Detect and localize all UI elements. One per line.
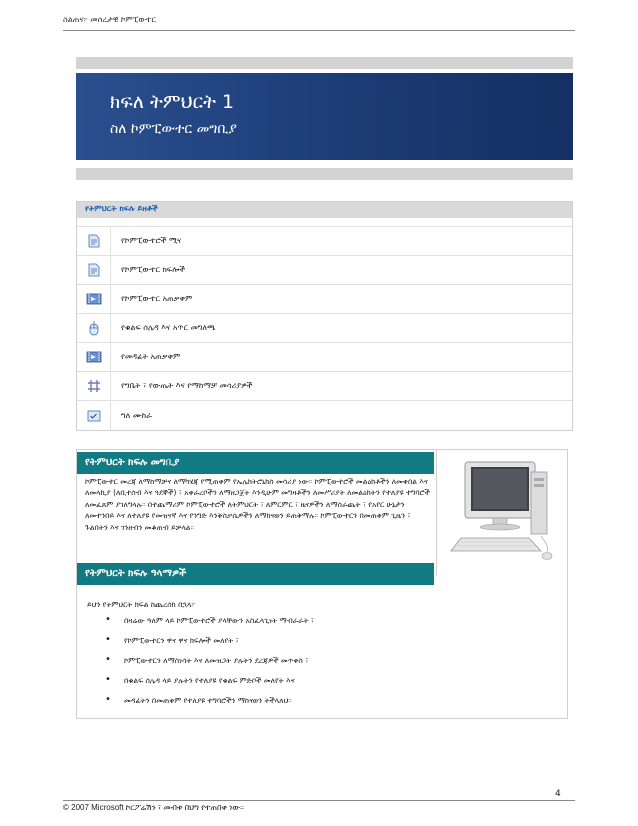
- contents-label: የቁልፍ ሰሌዳ እና አጥር መግለጫ: [121, 323, 216, 332]
- contents-row[interactable]: [77, 401, 572, 430]
- list-item: • የኮምፒውተርን ዋና ዋና ክፍሎች መለየት ፣: [105, 634, 239, 645]
- contents-label: ግለ ሙከራ: [121, 410, 152, 420]
- contents-row[interactable]: [77, 343, 572, 372]
- bullet-icon: •: [105, 654, 111, 665]
- lesson-contents-table: [76, 201, 573, 431]
- document-icon: [77, 256, 111, 284]
- contents-row[interactable]: [77, 372, 572, 401]
- contents-row[interactable]: [77, 314, 572, 343]
- copyright-footer: © 2007 Microsoft ኮርፖሬሽን ፣ መብቱ በህግ የተጠበቀ ነው።: [63, 803, 244, 812]
- objectives-heading: የትምህርት ክፍሉ ዓላማዎች: [77, 563, 434, 585]
- bullet-icon: •: [105, 674, 111, 685]
- list-item: • ኮምፒውተርን ለማስነሳት እና ለመዝጋት ያሉትን ደረጃዎች መጥቀስ ፣: [105, 654, 309, 665]
- header-rule: [63, 30, 575, 31]
- list-item: • መዳፊትን በመጠቀም የተለያዩ ተግባሮችን ማከናወን ትችላለህ።: [105, 694, 292, 705]
- bottom-grey-band: [76, 168, 573, 180]
- bullet-icon: •: [105, 614, 111, 625]
- contents-label: የኮምፒውተሮች ሚና: [121, 236, 182, 245]
- video-icon: [77, 285, 111, 313]
- contents-label: የኮምፒውተር አጠቃቀም: [121, 294, 193, 303]
- contents-heading: የትምህርት ክፍሉ ይዘቶች: [77, 202, 572, 218]
- bullet-icon: •: [105, 634, 111, 645]
- footer-rule: [63, 800, 575, 801]
- contents-label: የኮምፒውተር ክፍሎች: [121, 265, 185, 274]
- network-icon: [77, 372, 111, 400]
- lesson-overview-box: [76, 449, 568, 719]
- lesson-banner: [76, 73, 573, 160]
- introduction-heading: የትምህርት ክፍሉ መግቢያ: [77, 452, 434, 474]
- contents-row[interactable]: [77, 256, 572, 285]
- video-icon: [77, 343, 111, 371]
- lesson-title: ክፍለ ትምህርት 1: [110, 91, 235, 113]
- objectives-intro: ይህን የትምህርት ክፍል ከጨረሰክ በኋላ፦: [87, 600, 196, 609]
- mouse-icon: [77, 314, 111, 342]
- top-grey-band: [76, 57, 573, 69]
- list-item: • በዛሬው ዓለም ላይ ኮምፒውተሮች ያላቸውን አስፈላጊነት ማብራራት ፣: [105, 614, 315, 625]
- contents-label: የግቤት ፣ የውጤት እና የማከማቻ መሳሪያዎች: [121, 381, 253, 390]
- contents-row[interactable]: [77, 227, 572, 256]
- bullet-icon: •: [105, 694, 111, 705]
- lesson-subtitle: ስለ ኮምፒውተር መግቢያ: [110, 121, 237, 137]
- document-icon: [77, 227, 111, 255]
- contents-spacer: [77, 218, 572, 227]
- introduction-paragraph: ኮምፒውተር መረጃ ለማከማቻና ለማካሄጃ የሚጠቀም የኤሌክትሮኒክስ መሳሪያ ነው። ኮምፒውተሮች መልዕክቶችን ለመቀበል እና ለመላኪያ (ለቢተሰብ እና ጓደኞች) ፣ አቀራረቦችን ለማዘጋጀት እንዲሁም መግዛቶችን ለመሥሪያት ለመልዕክትን የተለያዩ ተግባሮች ለመፈጸም ያገለግላሉ። በተጨማሪም ኮምፒውተሮች ለትምህርት ፣ ለምርምር ፣ ዜናዎችን ለማሰራጨት ፣ የአየር ሁኔታን ለመተንበይ እና ለተለያዩ የመዝናኛ እና የንግድ እንቅስቃሴዎችን ለማከናወን ይጠቅማሉ። ኮምፒውተርን በመጠቀም ጊዜን ፣ ጉልበትን እና ገንዘብን መቆጠብ ይቻላል።: [85, 477, 430, 532]
- list-item: • በቁልፍ ሰሌዳ ላይ ያሉትን የተለያዩ የቁልፍ ምድቦች መለየት እና: [105, 674, 295, 685]
- contents-row[interactable]: [77, 285, 572, 314]
- checklist-icon: [77, 401, 111, 430]
- contents-label: የመዳፊት አጠቃቀም: [121, 352, 181, 361]
- page-number: 4: [555, 789, 561, 799]
- running-header: ስልጠና፦ መሰረታዊ ኮምፒውተር: [63, 15, 156, 24]
- computer-illustration: [436, 450, 567, 576]
- objectives-list: [105, 616, 425, 716]
